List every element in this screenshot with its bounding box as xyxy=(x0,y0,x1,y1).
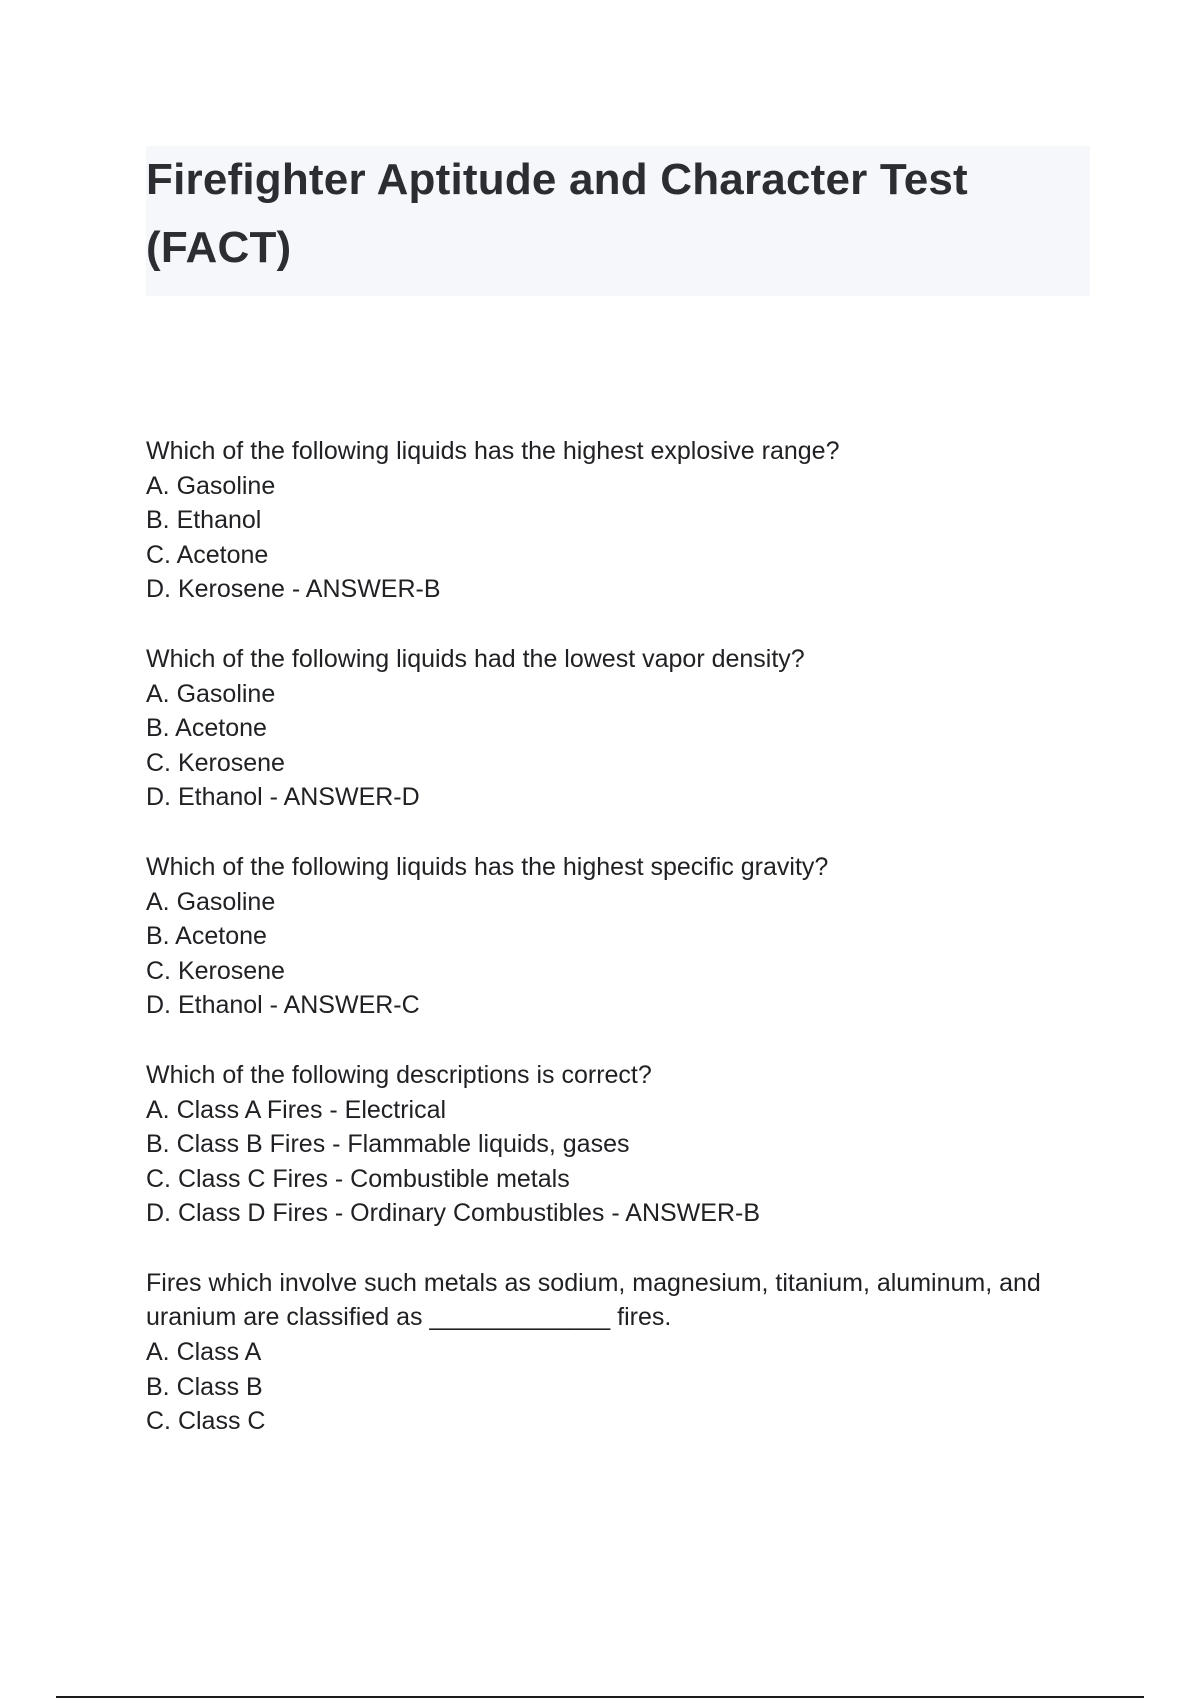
question-stem: Fires which involve such metals as sodium, magnesium, titanium, aluminum, and uranium are classified as _____________ fires. xyxy=(146,1268,1048,1332)
answer-option: D. Kerosene - ANSWER-B xyxy=(146,575,441,604)
question-list xyxy=(146,434,1090,1439)
answer-option: B. Acetone xyxy=(146,714,267,743)
answer-option: C. Class C xyxy=(146,1407,266,1436)
answer-option: A. Class A Fires - Electrical xyxy=(146,1095,447,1124)
question-4 xyxy=(146,1058,1090,1231)
answer-option: A. Gasoline xyxy=(146,887,276,916)
answer-option: B. Acetone xyxy=(146,922,267,951)
question-stem: Which of the following descriptions is correct? xyxy=(146,1060,652,1089)
answer-option: C. Acetone xyxy=(146,540,269,569)
question-2 xyxy=(146,642,1090,815)
footer-divider xyxy=(56,1696,1144,1698)
answer-option: B. Ethanol xyxy=(146,506,262,535)
answer-option: A. Gasoline xyxy=(146,679,276,708)
answer-option: C. Kerosene xyxy=(146,748,285,777)
answer-option: A. Class A xyxy=(146,1338,262,1367)
answer-option: D. Class D Fires - Ordinary Combustibles - ANSWER-B xyxy=(146,1199,761,1228)
answer-option: A. Gasoline xyxy=(146,471,276,500)
answer-option: C. Class C Fires - Combustible metals xyxy=(146,1164,570,1193)
title-block xyxy=(146,146,1090,296)
question-3 xyxy=(146,850,1090,1023)
answer-option: B. Class B Fires - Flammable liquids, gases xyxy=(146,1130,630,1159)
page-title: Firefighter Aptitude and Character Test (FACT) xyxy=(146,155,968,272)
answer-option: D. Ethanol - ANSWER-D xyxy=(146,783,420,812)
question-1 xyxy=(146,434,1090,607)
question-stem: Which of the following liquids had the lowest vapor density? xyxy=(146,644,805,673)
question-stem: Which of the following liquids has the highest specific gravity? xyxy=(146,852,829,881)
answer-option: D. Ethanol - ANSWER-C xyxy=(146,991,420,1020)
answer-option: C. Kerosene xyxy=(146,956,285,985)
document-page xyxy=(146,146,1090,1474)
question-stem: Which of the following liquids has the highest explosive range? xyxy=(146,437,840,465)
question-5 xyxy=(146,1266,1090,1439)
answer-option: B. Class B xyxy=(146,1372,263,1401)
